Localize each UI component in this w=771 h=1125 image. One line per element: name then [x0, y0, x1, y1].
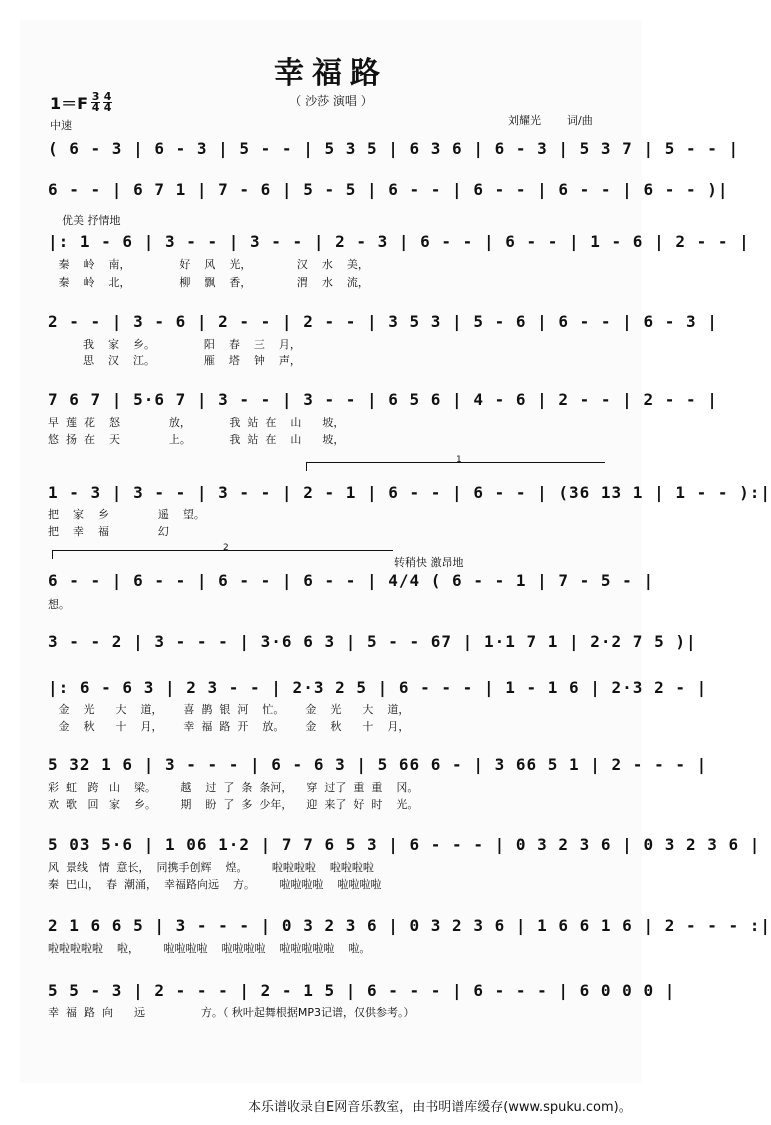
lyric-row-4b: 思 汉 江。 雁 塔 钟 声，: [48, 354, 301, 367]
notation-row-4: 2 - - | 3 - 6 | 2 - - | 2 - - | 3 5 3 | 5 - 6 | 6 - - | 6 - 3 |: [48, 312, 718, 331]
song-title: 幸福路: [274, 56, 388, 91]
notation-row-11: 5 03 5·6 | 1 06 1·2 | 7 7 6 5 3 | 6 - - - | 0 3 2 3 6 | 0 3 2 3 6 |: [48, 835, 761, 854]
lyric-row-3b: 秦 岭 北， 柳 飘 香， 渭 水 流，: [48, 276, 369, 289]
expression-mark-1: 优美 抒情地: [62, 214, 121, 227]
ts-a-numerator: 3: [91, 90, 100, 103]
notation-row-2: 6 - - | 6 7 1 | 7 - 6 | 5 - 5 | 6 - - | 6 - - | 6 - - | 6 - - )|: [48, 180, 729, 199]
notation-row-6: 1 - 3 | 3 - - | 3 - - | 2 - 1 | 6 - - | 6 - - | (36 13 1 | 1 - - ):|: [48, 483, 771, 502]
volta-bracket-2: [52, 543, 393, 559]
notation-row-12: 2 1 6 6 5 | 3 - - - | 0 3 2 3 6 | 0 3 2 3 6 | 1 6 6 1 6 | 2 - - - :|: [48, 916, 771, 935]
lyric-row-9b: 金 秋 十 月， 幸 福 路 开 放。 金 秋 十 月，: [48, 720, 410, 733]
lyric-row-10a: 彩 虹 跨 山 梁。 越 过 了 条 条河， 穿 过了 重 重 冈。: [48, 781, 419, 794]
lyric-row-3a: 秦 岭 南， 好 风 光， 汉 水 美，: [48, 258, 369, 271]
lyric-row-12a: 啦啦啦啦啦 啦， 啦啦啦啦 啦啦啦啦 啦啦啦啦啦 啦。: [48, 942, 371, 955]
lyric-row-11b: 秦 巴山， 春 潮涌， 幸福路向远 方。 啦啦啦啦 啦啦啦啦: [48, 878, 382, 891]
lyric-row-11a: 风 景线 情 意长， 同携手创辉 煌。 啦啦啦啦 啦啦啦啦: [48, 861, 374, 874]
lyric-row-6a: 把 家 乡 遥 望。: [48, 508, 205, 521]
notation-row-7: 6 - - | 6 - - | 6 - - | 6 - - | 4/4 ( 6 - - 1 | 7 - 5 - |: [48, 571, 655, 590]
volta-2-label: 2: [223, 543, 229, 553]
ts-a-denominator: 4: [91, 101, 100, 114]
notation-row-13: 5 5 - 3 | 2 - - - | 2 - 1 5 | 6 - - - | 6 - - - | 6 0 0 0 |: [48, 981, 676, 1000]
lyric-row-6b: 把 幸 福 幻: [48, 525, 169, 538]
lyric-row-5b: 悠 扬 在 天 上。 我 站 在 山 坡，: [48, 433, 345, 446]
notation-row-8: 3 - - 2 | 3 - - - | 3·6 6 3 | 5 - - 67 | 1·1 7 1 | 2·2 7 5 )|: [48, 632, 697, 651]
tempo-mark: 中速: [50, 119, 72, 132]
lyric-row-4a: 我 家 乡。 阳 春 三 月，: [48, 338, 301, 351]
source-footer: 本乐谱收录自E网音乐教室，由书明谱库缓存(www.spuku.com)。: [248, 1100, 632, 1115]
notation-row-5: 7 6 7 | 5·6 7 | 3 - - | 3 - - | 6 5 6 | 4 - 6 | 2 - - | 2 - - |: [48, 390, 718, 409]
lyricist: 刘耀光: [508, 114, 541, 127]
time-signature-b: [103, 92, 112, 113]
lyric-row-9a: 金 光 大 道， 喜 鹊 银 河 忙。 金 光 大 道，: [48, 703, 410, 716]
ts-b-numerator: 4: [103, 90, 112, 103]
volta-bracket-1: [306, 455, 605, 471]
key-signature: [50, 91, 112, 114]
lyric-row-10b: 欢 歌 回 家 乡。 期 盼 了 多 少年， 迎 来了 好 时 光。: [48, 798, 419, 811]
credits: [508, 112, 619, 128]
key-label: 1＝F: [50, 94, 89, 113]
notation-row-1: ( 6 - 3 | 6 - 3 | 5 - - | 5 3 5 | 6 3 6 | 6 - 3 | 5 3 7 | 5 - - |: [48, 139, 740, 158]
lyric-row-13a: 幸 福 路 向 远 方。（ 秋叶起舞根据MP3记谱，仅供参考。）: [48, 1006, 415, 1019]
lyric-row-7a: 想。: [48, 598, 70, 611]
time-signature-a: [91, 92, 100, 113]
expression-mark-2: 转稍快 激昂地: [394, 556, 464, 569]
performer-note: （ 沙莎 演唱 ）: [289, 94, 373, 108]
ts-b-denominator: 4: [103, 101, 112, 114]
credit-role: 词/曲: [567, 114, 593, 127]
notation-row-10: 5 32 1 6 | 3 - - - | 6 - 6 3 | 5 66 6 - | 3 66 5 1 | 2 - - - |: [48, 755, 708, 774]
notation-row-3: |: 1 - 6 | 3 - - | 3 - - | 2 - 3 | 6 - - | 6 - - | 1 - 6 | 2 - - |: [48, 232, 750, 251]
lyric-row-5a: 早 莲 花 怒 放， 我 站 在 山 坡，: [48, 416, 345, 429]
notation-row-9: |: 6 - 6 3 | 2 3 - - | 2·3 2 5 | 6 - - - | 1 - 1 6 | 2·3 2 - |: [48, 678, 708, 697]
volta-1-label: 1: [456, 455, 462, 465]
